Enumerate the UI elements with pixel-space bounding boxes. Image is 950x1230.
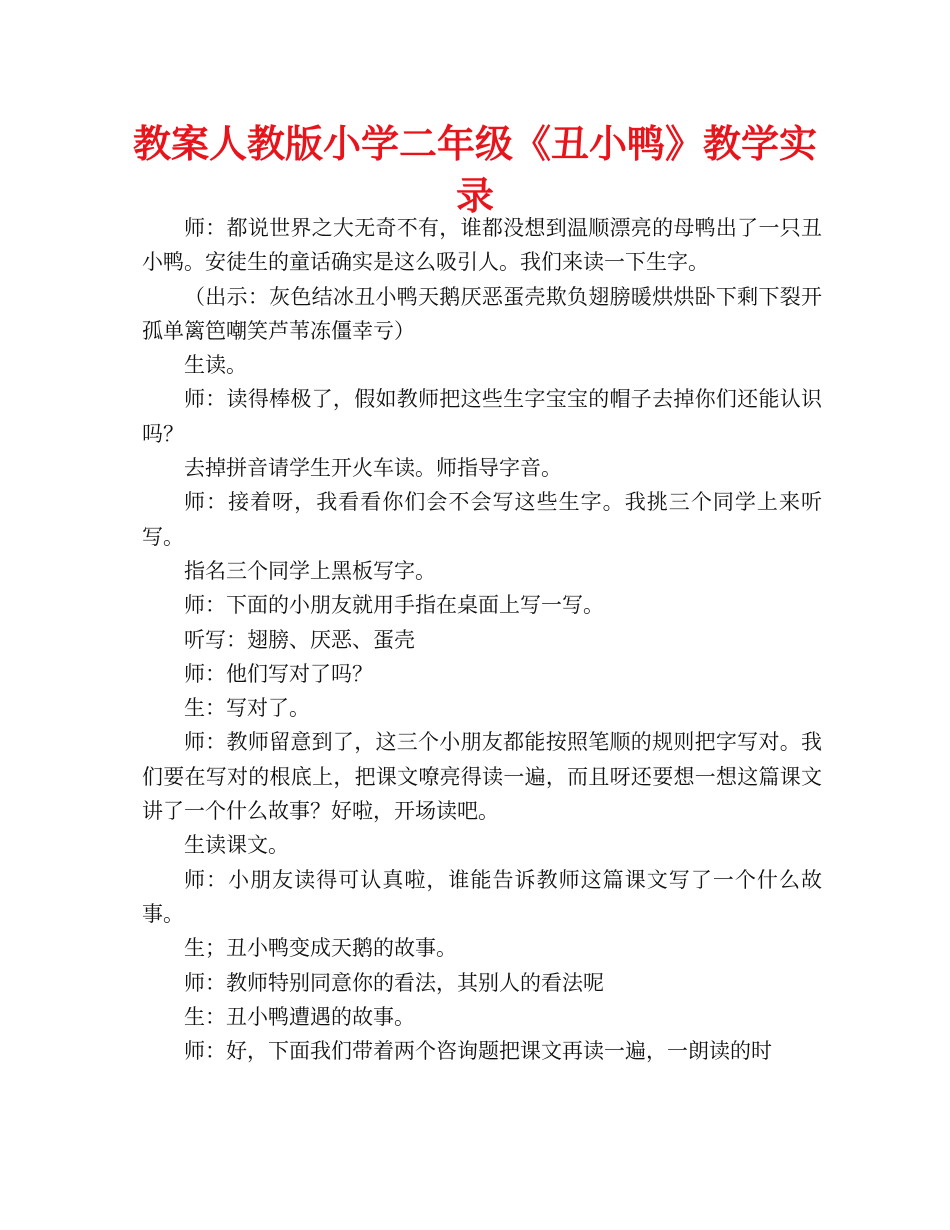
paragraph: 师：下面的小朋友就用手指在桌面上写一写。 xyxy=(184,593,604,618)
paragraph: （出示：灰色结冰丑小鸭天鹅厌恶蛋壳欺负翅膀暖烘烘卧下剩下裂开孤单篱笆嘲笑芦苇冻僵幸亏） xyxy=(142,284,822,343)
paragraph: 生读。 xyxy=(184,353,247,378)
paragraph: 师：他们写对了吗？ xyxy=(184,661,373,686)
paragraph: 师：接着呀，我看看你们会不会写这些生字。我挑三个同学上来听写。 xyxy=(142,490,822,549)
paragraph: 生：丑小鸭遭遇的故事。 xyxy=(184,1004,415,1029)
paragraph: 师：好，下面我们带着两个咨询题把课文再读一遍，一朗读的时 xyxy=(184,1039,772,1064)
paragraph: 听写：翅膀、厌恶、蛋壳 xyxy=(184,627,415,652)
paragraph: 生读课文。 xyxy=(184,833,289,858)
paragraph: 师：教师特别同意你的看法，其别人的看法呢 xyxy=(184,970,604,995)
paragraph: 师：读得棒极了，假如教师把这些生字宝宝的帽子去掉你们还能认识吗？ xyxy=(142,387,822,446)
paragraph: 指名三个同学上黑板写字。 xyxy=(184,558,436,583)
document-title: 教案人教版小学二年级《丑小鸭》教学实录 xyxy=(132,121,817,218)
paragraph: 师：教师留意到了，这三个小朋友都能按照笔顺的规则把字写对。我们要在写对的根底上，把课文嘹亮得读一遍，而且呀还要想一想这篇课文讲了一个什么故事？好啦，开场读吧。 xyxy=(142,730,822,824)
paragraph: 生；丑小鸭变成天鹅的故事。 xyxy=(184,936,457,961)
paragraph: 师：小朋友读得可认真啦，谁能告诉教师这篇课文写了一个什么故事。 xyxy=(142,867,822,926)
document-body xyxy=(142,211,822,1068)
paragraph: 师：都说世界之大无奇不有，谁都没想到温顺漂亮的母鸭出了一只丑小鸭。安徒生的童话确实是这么吸引人。我们来读一下生字。 xyxy=(142,216,822,275)
paragraph: 生：写对了。 xyxy=(184,696,310,721)
paragraph: 去掉拼音请学生开火车读。师指导字音。 xyxy=(184,456,562,481)
